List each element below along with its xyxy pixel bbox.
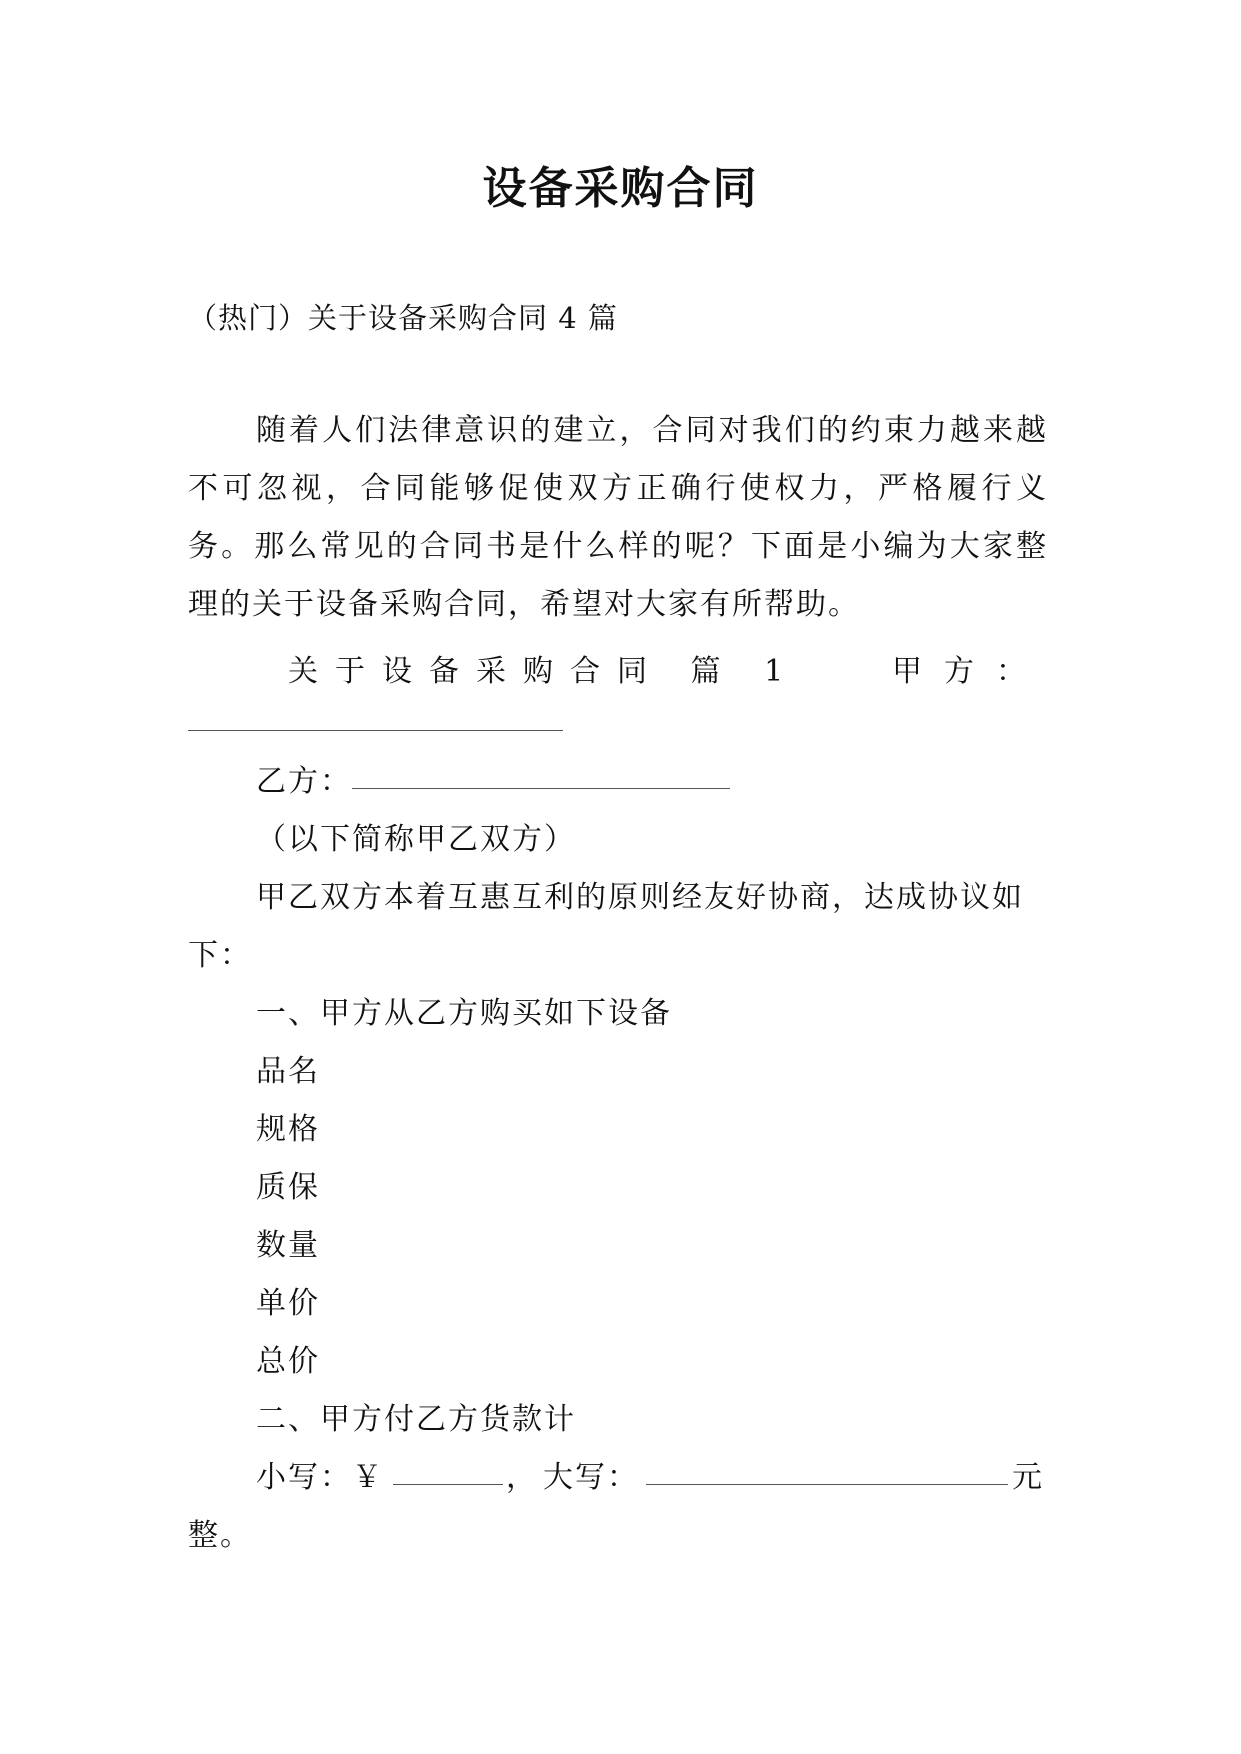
item-quantity: 数量 <box>256 1228 320 1263</box>
agreement-line-1: 甲乙双方本着互惠互利的原则经友好协商，达成协议如 <box>256 880 1024 915</box>
document-subtitle: （热门）关于设备采购合同 4 篇 <box>188 301 618 335</box>
item-unit-price: 单价 <box>256 1286 320 1321</box>
party-a-blank-line <box>188 730 563 731</box>
abbrev-note: （以下简称甲乙双方） <box>256 822 576 857</box>
party-b-blank-line <box>352 788 730 789</box>
document-title: 设备采购合同 <box>482 163 759 214</box>
item-spec: 规格 <box>256 1112 320 1147</box>
party-a-label: 甲方： <box>892 654 1048 689</box>
item-total-price: 总价 <box>256 1344 320 1379</box>
clause-1-title: 一、甲方从乙方购买如下设备 <box>256 996 672 1031</box>
amount-big-blank-line <box>646 1484 1008 1485</box>
amount-end: 整。 <box>188 1518 252 1553</box>
item-warranty: 质保 <box>256 1170 320 1205</box>
section-heading: 关于设备采购合同 篇 1 <box>288 654 801 689</box>
item-name: 品名 <box>256 1054 320 1089</box>
amount-big-label: 大写： <box>543 1460 639 1495</box>
amount-small-blank-line <box>393 1484 503 1485</box>
amount-comma: ， <box>506 1460 538 1495</box>
party-b-label: 乙方： <box>256 764 352 799</box>
intro-paragraph: 随着人们法律意识的建立，合同对我们的约束力越来越不可忽视，合同能够促使双方正确行使权力，严格履行义务。那么常见的合同书是什么样的呢？下面是小编为大家整理的关于设备采购合同，希望对大家有所帮助。 <box>188 413 1048 622</box>
amount-small-label: 小写：￥ <box>256 1460 384 1495</box>
agreement-line-2: 下： <box>188 938 252 973</box>
clause-2-title: 二、甲方付乙方货款计 <box>256 1402 576 1437</box>
amount-unit: 元 <box>1012 1460 1044 1495</box>
